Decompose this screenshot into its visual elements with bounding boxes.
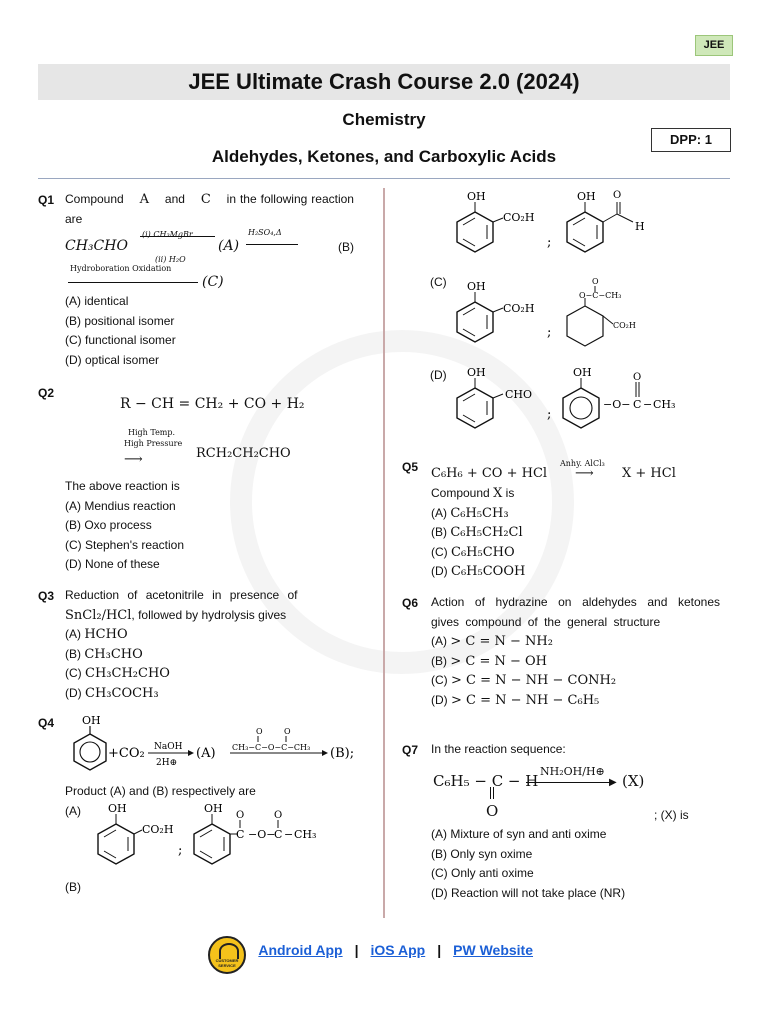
- q5-option-d[interactable]: (D) C₆H₅COOH: [431, 564, 526, 579]
- q4a-co2h: CO₂H: [142, 823, 174, 836]
- q7-option-b[interactable]: (B) Only syn oxime: [431, 846, 533, 861]
- q2-condition-2: High Pressure: [124, 439, 183, 448]
- footer-separator-1: |: [354, 942, 359, 958]
- q6-option-d[interactable]: (D) > C = N − NH − C₆H₅: [431, 692, 600, 708]
- q4b-oh-2: OH: [577, 190, 596, 203]
- q4c-oh: OH: [467, 280, 486, 293]
- q4d-bridge: −O−: [603, 398, 631, 411]
- q7-reactant: C₆H₅ − C − H: [433, 772, 539, 790]
- q3-number: Q3: [38, 589, 55, 603]
- chapter-title: Aldehydes, Ketones, and Carboxylic Acids: [211, 147, 557, 166]
- q4c-acyl: O−C−CH₃: [579, 291, 622, 300]
- q4d-separator: ;: [547, 407, 552, 422]
- q6-option-a[interactable]: (A) > C = N − NH₂: [431, 634, 553, 649]
- q1-arrow-1: [140, 236, 215, 238]
- q6-number: Q6: [402, 596, 419, 610]
- q4c-co2h: CO₂H: [503, 302, 535, 315]
- q7-co-bond-2: [493, 787, 495, 799]
- q2-block: [65, 477, 184, 575]
- q2-product: RCH₂CH₂CHO: [196, 446, 291, 461]
- q7-options: [431, 825, 625, 903]
- q2-stem: The above reaction is: [65, 479, 180, 493]
- q7-option-a[interactable]: (A) Mixture of syn and anti oxime: [431, 827, 607, 841]
- exam-tag: JEE: [695, 35, 733, 56]
- q4a-bond: −: [284, 828, 294, 841]
- q2-condition-1: High Temp.: [128, 428, 176, 437]
- q3-stem-line2: SnCl₂/HCl, followed by hydrolysis gives: [65, 607, 287, 623]
- q7-oxygen: O: [486, 802, 499, 820]
- q4-option-b-structures: [445, 188, 675, 260]
- q4-reagent-1: NaOH: [154, 742, 183, 752]
- q4b-aldehyde-o: O: [613, 190, 622, 201]
- q2-option-c[interactable]: (C) Stephen's reaction: [65, 537, 185, 552]
- q7-stem: In the reaction sequence:: [431, 742, 566, 756]
- q4a-oh: OH: [108, 802, 127, 815]
- q4-option-d-structures: [445, 362, 695, 442]
- subject-title: Chemistry: [342, 110, 426, 129]
- q3-option-b[interactable]: (B) CH₃CHO: [65, 646, 143, 662]
- q4-anhydride-o2: O: [284, 727, 291, 736]
- q7-tail: ; (X) is: [654, 808, 689, 822]
- q4b-separator: ;: [547, 235, 552, 250]
- q7-product: (X): [622, 772, 645, 790]
- q7-arrow: [526, 782, 614, 784]
- q4a-ch3: CH₃: [294, 828, 317, 841]
- q4b-h: H: [635, 220, 645, 233]
- q4-product-b: (B);: [330, 746, 355, 761]
- q1-step1-bottom: (ii) H₂O: [155, 255, 186, 264]
- q7-co-bond-1: [490, 787, 492, 799]
- q4d-ch3: CH₃: [653, 398, 676, 411]
- q7-reagent: NH₂OH/H⊕: [540, 765, 605, 778]
- q3-option-c[interactable]: (C) CH₃CH₂CHO: [65, 666, 170, 681]
- q4d-oh-2: OH: [573, 366, 592, 379]
- q5-option-a[interactable]: (A) C₆H₅CH₃: [431, 505, 509, 521]
- q1-product-c: (C): [202, 274, 224, 290]
- header-divider: [38, 178, 730, 179]
- q1-arrow-2: [246, 244, 298, 246]
- q1-number: Q1: [38, 193, 55, 207]
- q5-arrow: ⟶: [575, 466, 594, 481]
- q5-number: Q5: [402, 460, 419, 474]
- android-app-link[interactable]: Android App: [258, 942, 343, 958]
- q4-option-d-label[interactable]: (D): [430, 368, 447, 382]
- q1-step1-top: (i) CH₃MgBr: [142, 230, 193, 239]
- q4-stem: Product (A) and (B) respectively are: [65, 784, 256, 798]
- q1-arrow-3: [68, 282, 198, 284]
- q5-option-b[interactable]: (B) C₆H₅CH₂Cl: [431, 525, 523, 540]
- q2-equation: R − CH = CH₂ + CO + H₂: [120, 396, 305, 412]
- q4a-ester-o1: O: [236, 810, 245, 821]
- q1-option-a[interactable]: (A) identical: [65, 294, 129, 308]
- q3-option-d[interactable]: (D) CH₃COCH₃: [65, 685, 159, 701]
- q4a-separator: ;: [178, 843, 183, 858]
- q1-product-a: (A): [218, 238, 240, 254]
- q3-block: [65, 586, 354, 703]
- q1-options: [65, 292, 176, 370]
- q7-option-c[interactable]: (C) Only anti oxime: [431, 866, 534, 880]
- q2-arrow: ⟶: [124, 452, 143, 467]
- q5-equation-right: X + HCl: [622, 466, 676, 481]
- q4d-oh: OH: [467, 366, 486, 379]
- q4-number: Q4: [38, 716, 55, 730]
- q1-stem: Compound A and C in the following reaction are: [65, 192, 354, 226]
- q4a-ester-c2: C: [274, 828, 283, 841]
- q5-stem: Compound X is: [431, 486, 515, 501]
- ios-app-link[interactable]: iOS App: [370, 942, 426, 958]
- q3-option-a[interactable]: (A) HCHO: [65, 627, 128, 642]
- q4-anhydride-o1: O: [256, 727, 263, 736]
- q4d-c: C: [633, 398, 642, 411]
- q4-oh-label: OH: [82, 714, 101, 727]
- dpp-badge: DPP: 1: [651, 128, 731, 152]
- q4a-ester-c1: C: [236, 828, 245, 841]
- footer-links: [0, 942, 768, 958]
- q2-number: Q2: [38, 386, 55, 400]
- q2-option-a[interactable]: (A) Mendius reaction: [65, 498, 176, 513]
- q4-anhydride: CH₃−C−O−C−CH₃: [232, 743, 311, 752]
- q1-option-c[interactable]: (C) functional isomer: [65, 333, 176, 347]
- q4a-ester-o2: O: [274, 810, 283, 821]
- q4c-acyl-o: O: [592, 277, 599, 286]
- q4b-co2h: CO₂H: [503, 211, 535, 224]
- q2-option-b[interactable]: (B) Oxo process: [65, 518, 152, 532]
- q4-option-a-label[interactable]: (A): [65, 804, 81, 818]
- q7-number: Q7: [402, 743, 419, 757]
- q6-stem: Action of hydrazine on aldehydes and ketones gives compound of the general structure: [431, 595, 720, 629]
- q3-stem-line1: Reduction of acetonitrile in presence of: [65, 588, 298, 602]
- q2-option-d[interactable]: (D) None of these: [65, 557, 160, 571]
- q4-option-b-label[interactable]: (B): [65, 880, 81, 894]
- q1-option-d[interactable]: (D) optical isomer: [65, 352, 160, 367]
- q6-option-b[interactable]: (B) > C = N − OH: [431, 653, 547, 669]
- q1-step3-top: Hydroboration Oxidation: [70, 264, 172, 273]
- q4-option-c-structures: [445, 276, 675, 358]
- q5-option-c[interactable]: (C) C₆H₅CHO: [431, 544, 515, 560]
- q4d-o: O: [633, 372, 642, 383]
- q7-arrowhead: ▶: [609, 777, 617, 788]
- q4-option-a-structures: [86, 800, 356, 872]
- q5-condition: Anhy. AlCl₃: [560, 459, 605, 468]
- q4-reagent-2: 2H⊕: [156, 758, 178, 768]
- q6-option-c[interactable]: (C) > C = N − NH − CONH₂: [431, 673, 617, 688]
- q4-co2-label: +CO₂: [108, 746, 145, 761]
- footer-separator-2: |: [437, 942, 442, 958]
- q5-block: [431, 484, 525, 582]
- q4d-cho: CHO: [505, 388, 533, 401]
- q1-step2-top: H₂SO₄,Δ: [248, 228, 282, 237]
- q4a-oh-2: OH: [204, 802, 223, 815]
- q4a-bridge: −O−: [248, 828, 276, 841]
- q1-option-b[interactable]: (B) positional isomer: [65, 313, 175, 328]
- pw-website-link[interactable]: PW Website: [453, 942, 534, 958]
- q6-block: [431, 593, 720, 710]
- q4-option-c-label[interactable]: (C): [430, 275, 447, 289]
- q4-product-a: (A): [196, 746, 216, 761]
- q5-equation-left: C₆H₆ + CO + HCl: [431, 466, 548, 481]
- q1-reactant: CH₃CHO: [65, 238, 128, 254]
- q1-product-b: (B): [338, 240, 354, 254]
- customer-service-badge-text: CUSTOMER SERVICE: [215, 958, 239, 968]
- q7-option-d[interactable]: (D) Reaction will not take place (NR): [431, 885, 626, 900]
- q4c-co2h-2: CO₂H: [613, 321, 636, 330]
- course-title: JEE Ultimate Crash Course 2.0 (2024): [38, 64, 730, 100]
- column-divider: [383, 188, 385, 918]
- q4-reaction-scheme: [60, 712, 360, 778]
- q4c-separator: ;: [547, 325, 552, 340]
- q4b-oh: OH: [467, 190, 486, 203]
- q4d-bond: −: [643, 398, 653, 411]
